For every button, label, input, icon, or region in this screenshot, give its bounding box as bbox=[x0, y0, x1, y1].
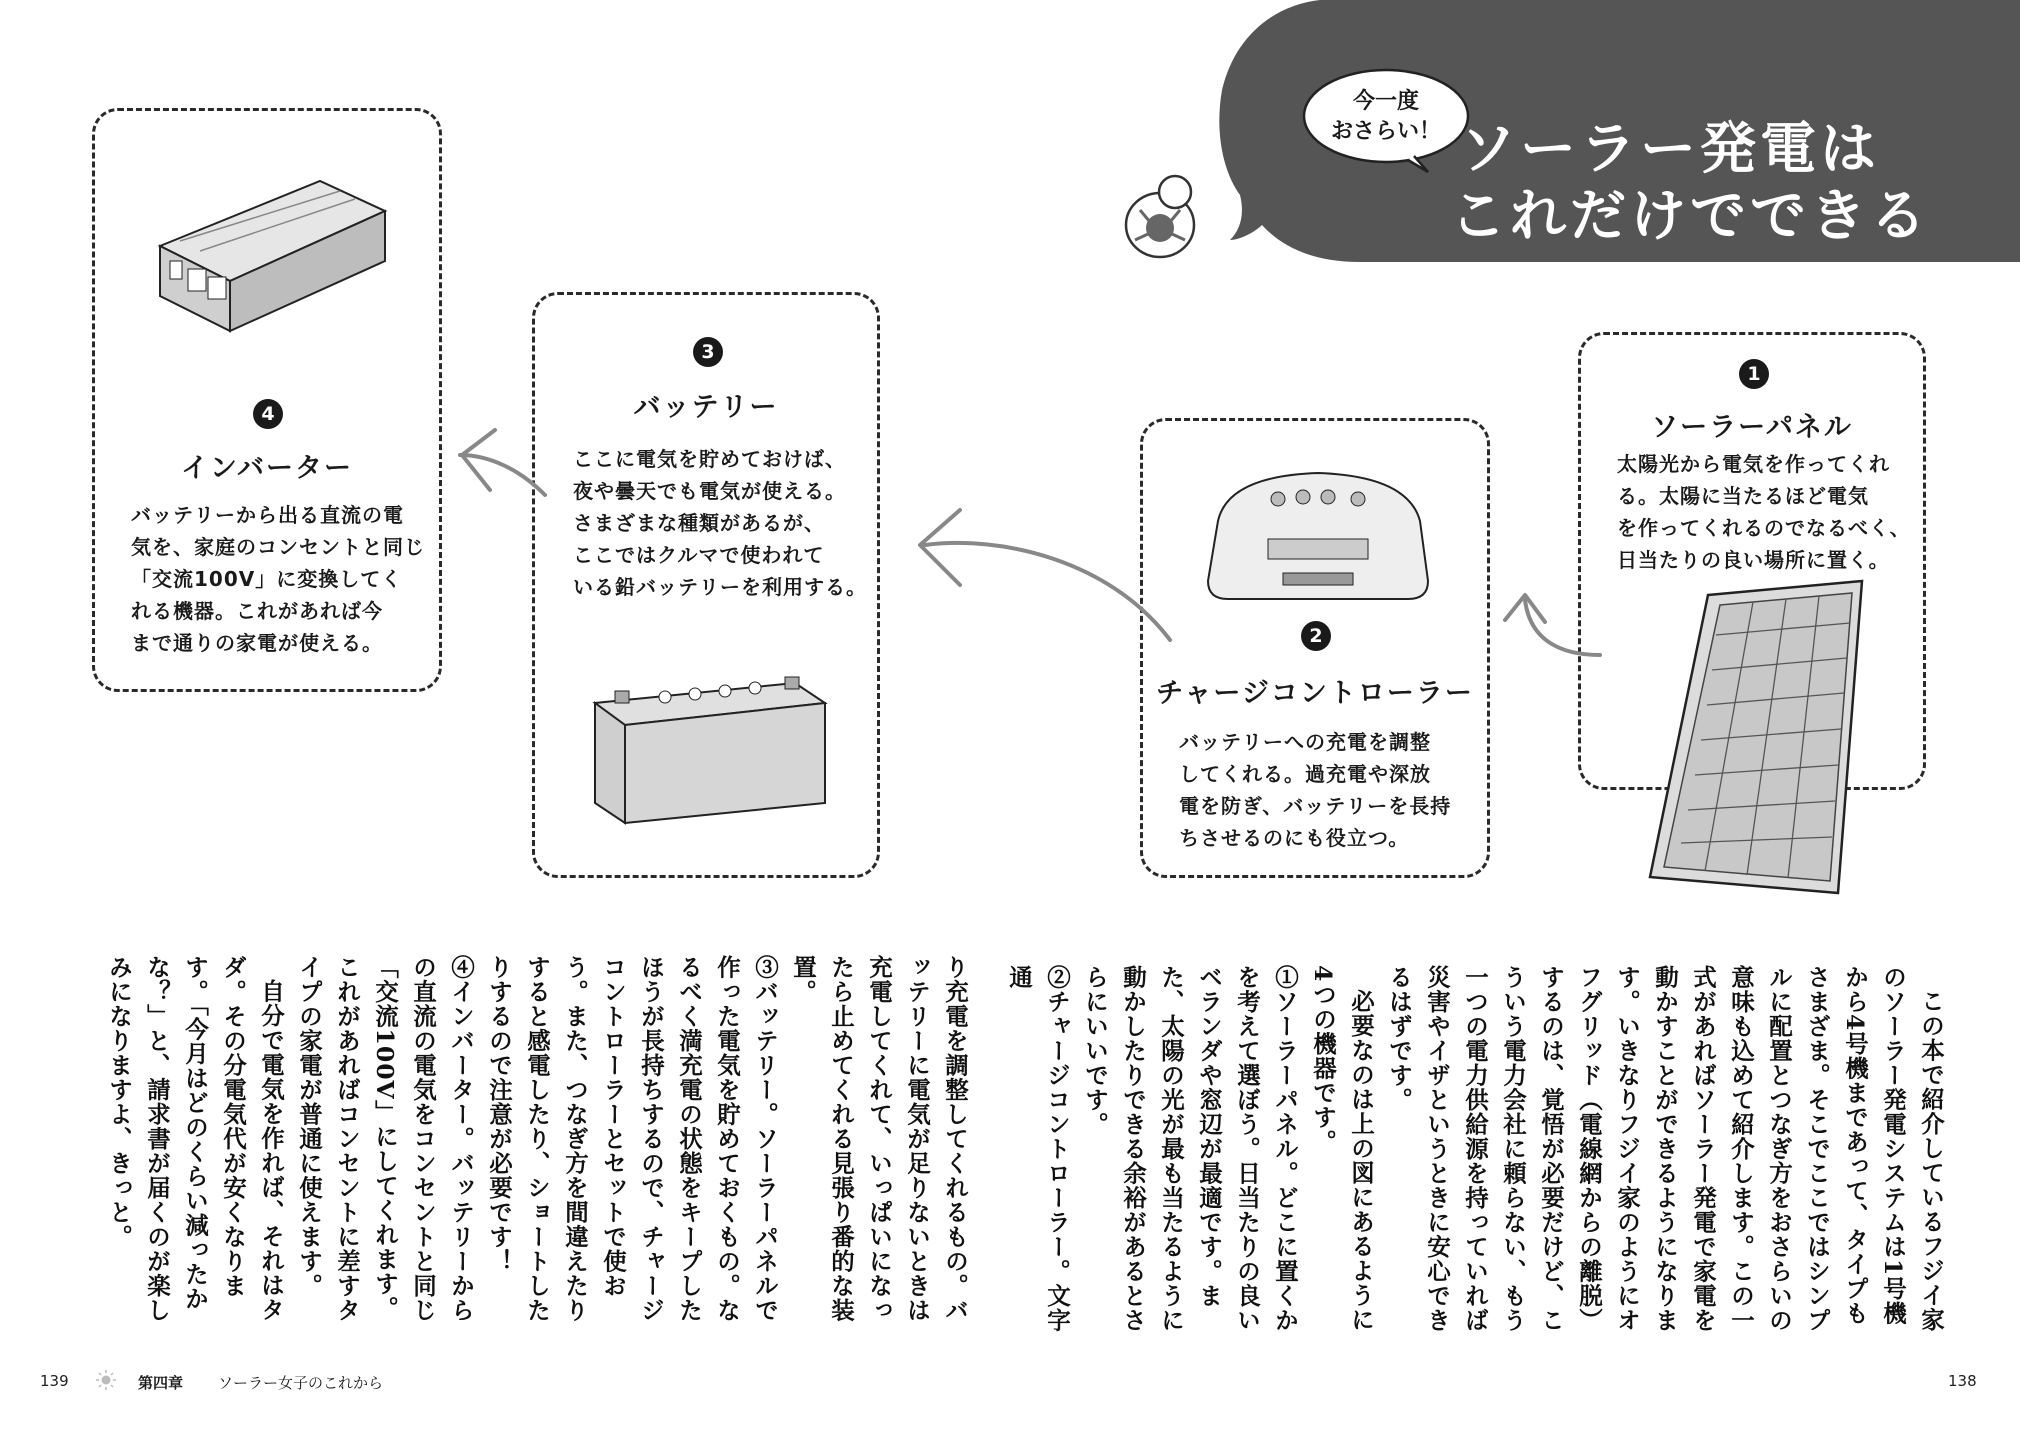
step-desc-solar-panel: 太陽光から電気を作ってくれ る。太陽に当たるほど電気 を作ってくれるのでなるべく、 日当たりの良い場所に置く。 bbox=[1617, 452, 1911, 572]
step-title-charge-controller: チャージコントローラー bbox=[1156, 678, 1474, 709]
body-paragraph: 必要なのは上の図にあるように4つの機器です。 bbox=[1309, 965, 1375, 1332]
body-paragraph: 自分で電気を作れば、それはタダ。その分電気代が安くなります。「今月はどのくらい減ったかな？」と、請求書が届くのが楽しみになりますよ、きっと。 bbox=[105, 955, 285, 1323]
body-paragraph: ④インバーター。バッテリーからの直流の電気をコンセントと同じ「交流100V」にしてくれます。これがあればコンセントに差すタイプの家電が普通に使えます。 bbox=[295, 955, 475, 1323]
step-title-battery: バッテリー bbox=[633, 392, 779, 423]
page-title-line2: これだけでできる bbox=[1450, 184, 1930, 249]
step-desc-charge-controller: バッテリーへの充電を調整 してくれる。過充電や深放 電を防ぎ、バッテリーを長持 ちさせるのにも役立つ。 bbox=[1179, 730, 1452, 850]
badge-line2: おさらい！ bbox=[1330, 119, 1441, 144]
arrow-battery-to-inverter bbox=[460, 455, 545, 495]
step-desc-battery: ここに電気を貯めておけば、 夜や曇天でも電気が使える。 さまざまな種類があるが、 ここではクルマで使われて いる鉛バッテリーを利用する。 bbox=[573, 447, 867, 599]
body-text-right bbox=[1000, 965, 1950, 1335]
body-paragraph: この本で紹介しているフジイ家のソーラー発電システムは1号機から4号機まであって、タイプもさまざま。そこでここではシンプルに配置とつなぎ方をおさらいの意味も込めて紹介します。この一式があればソーラー発電で家電を動かすことができるようになります。いきなりフジイ家のようにオフグリッド（電線網からの離脱）するのは、覚悟が必要だけど、こういう電力会社に頼らない、もう一つの電力供給源を持っていれば災害やイザというときに安心できるはずです。 bbox=[1385, 965, 1945, 1333]
body-paragraph: ①ソーラーパネル。どこに置くかを考えて選ぼう。日当たりの良いベランダや窓辺が最適です。また、太陽の光が最も当たるように動かしたりできる余裕があるとさらにいいです。 bbox=[1081, 965, 1299, 1333]
body-paragraph: ②チャージコントローラー。文字通 bbox=[1005, 965, 1071, 1333]
step-title-inverter: インバーター bbox=[180, 453, 354, 484]
chapter-title: ソーラー女子のこれから bbox=[218, 1374, 384, 1392]
body-paragraph: り充電を調整してくれるもの。バッテリーに電気が足りないときは充電してくれて、いっぱいになったら止めてくれる見張り番的な装置。 bbox=[789, 955, 969, 1323]
arrow-controller-to-battery bbox=[925, 543, 1170, 640]
chapter-label: 第四章 bbox=[138, 1374, 184, 1392]
badge-line1: 今一度 bbox=[1352, 89, 1419, 114]
step-number-3: 3 bbox=[693, 337, 723, 367]
page-number-right: 138 bbox=[1948, 1372, 1977, 1390]
step-title-solar-panel: ソーラーパネル bbox=[1651, 412, 1853, 443]
page-number-left: 139 bbox=[40, 1372, 69, 1390]
step-desc-inverter: バッテリーから出る直流の電 気を、家庭のコンセントと同じ 「交流100V」に変換してく れる機器。これがあれば今 まで通りの家電が使える。 bbox=[131, 503, 425, 655]
sun-icon bbox=[96, 1370, 116, 1390]
body-paragraph: ③バッテリー。ソーラーパネルで作った電気を貯めておくもの。なるべく満充電の状態をキープしたほうが長持ちするので、チャージコントローラーとセットで使おう。また、つなぎ方を間違えたりすると感電したり、ショートしたりするので注意が必要です！ bbox=[485, 955, 779, 1323]
page-title-line1: ソーラー発電は bbox=[1460, 117, 1880, 182]
step-number-4: 4 bbox=[253, 399, 283, 429]
step-number-1: 1 bbox=[1739, 359, 1769, 389]
step-number-2: 2 bbox=[1301, 621, 1331, 651]
body-text-left bbox=[100, 955, 974, 1335]
